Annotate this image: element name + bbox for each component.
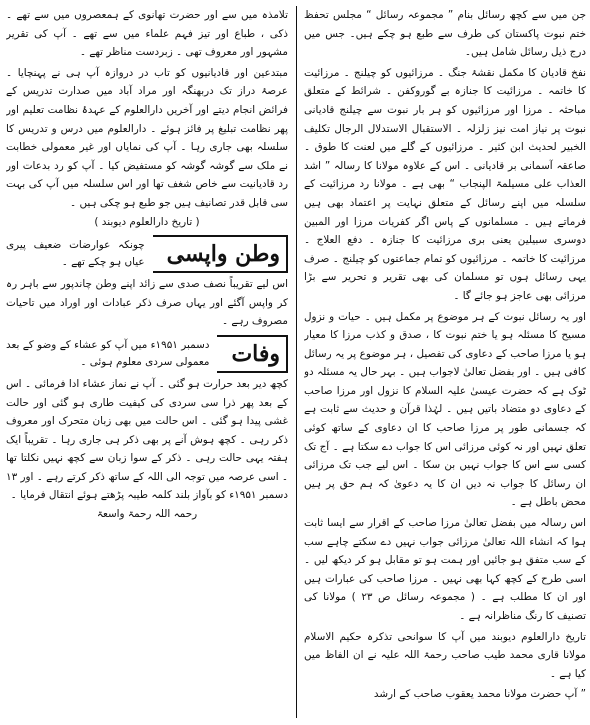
paragraph-career: مبتدعین اور قادیانیوں کو تاب در دروازہ آپ ہی نے پہنچایا ۔ عرصۂ دراز تک دربھنگہ اور مراد آباد میں صدارت تدریس کے فرائض انجام دیتے اور آخریں دارالعلوم کے عہدۂ نظامت تعلیم اور پھر نظامت تبلیغ پر فائز ہوئے ۔ دارالعلوم میں درس و تدریس کا سلسلہ بھی جاری رہا ۔ آپ کی نمایاں اور غیر معمولی خطابت نے ملک سے گوشہ گوشہ کو مستفیض کیا ۔ آپ کو رد بدعات اور رد قادیانیت سے خاص شغف تھا اور اس سلسلہ میں آپ کی بہت سی قابل قدر تصانیف ہیں جو طبع ہو چکی ہیں ۔ [6, 66, 288, 209]
paragraph-rasail-intro: جن میں سے کچھ رسائل بنام ” مجموعہ رسائل “ مجلس تحفظ ختم نبوت پاکستان کی طرف سے طبع ہو چکے ہیں۔ جس میں درج ذیل رسائل شامل ہیں۔ [304, 9, 586, 59]
section-heading-wafat: وفات [217, 335, 288, 373]
closing-prayer: رحمہ اللہ رحمۃ واسعۃ [96, 508, 198, 521]
right-column [304, 6, 586, 718]
paragraph-tareekh-reference: تاریخ دارالعلوم دیوبند میں آپ کا سوانحی تذکرہ حکیم الاسلام مولانا قاری محمد طیب صاحب رحمۃ اللہ علیہ نے ان الفاظ میں کیا ہے ۔ [304, 630, 586, 680]
paragraph-students: تلامذہ میں سے اور حضرت تھانوی کے ہمعصروں میں سے تھے ۔ ذکی ، طباع اور تیز فہم علماء میں سے تھے ۔ آپ کی تقریر مشہور اور معروف تھی ۔ زبردست مناظر تھے ۔ [6, 9, 288, 59]
section-watan-wapsi [6, 235, 288, 273]
section-side-text: دسمبر ۱۹۵۱ء میں آپ کو عشاء کے وضو کے بعد معمولی سردی معلوم ہوئی ۔ [6, 338, 210, 368]
paragraph-watan-wapsi: اس لیے تقریباً نصف صدی سے زائد اپنے وطن چاندپور سے باہر رہ کر واپس آگئے اور یہاں صرف ذکر عبادات اور اوراد میں تاحیات مصروف رہے ۔ [6, 278, 288, 328]
left-column [6, 6, 288, 718]
paragraph-rasail-list: نفخ قادیان کا مکمل نقشۂ جنگ ۔ مرزائیوں کو چیلنج ۔ مرزائیت کا خاتمہ ۔ مرزائیت کا جنازہ بے گوروکفن ۔ شرائط کے متعلق مباحثہ ۔ مرزا اور مرزائیوں کو ہر بار نبوت سے چیلنج قادیانی نبوت پر نیاز امت نیز زلزلہ ۔ الاستقبال الاستدلال الرجال تکلیف الخبیر لحدیث ابن کثیر ۔ مرزائیوں کے گلے میں لعنت کا طوق ۔ صاعقہ آسمانی بر قادیانی ۔ اس کے علاوہ مولانا کا رسالہ ” اشد العذاب علی مسیلمۃ الپنجاب “ بھی ہے ۔ مولانا رد مرزائیت کے سلسلہ میں اپنے رسائل کے متعلق نہایت پر اعتماد بھی ہیں فرماتے ہیں ۔ مسلمانوں کے پاس اگر کفریات مرزا اور المبین دوسری سبیلین یعنی بری مرزائیت کا جنازہ ۔ دفع العلاج ۔ مرزائیت کا خاتمہ ۔ مرزائیوں کو تمام جماعتوں کو چیلنج ۔ صرف یہی رسائل ہوں تو مسلمان کی بھی تقریر و تحریر سے بڑا مرزائی بھی عاجز ہو جائے گا ۔ [304, 66, 586, 302]
paragraph-quote-start: ” آپ حضرت مولانا محمد یعقوب صاحب کے ارشد [373, 688, 586, 701]
citation: ( تاریخ دارالعلوم دیوبند ) [94, 215, 200, 228]
section-heading-watan-wapsi: وطن واپسی [153, 235, 288, 273]
paragraph-rasail-claim: اس رسالہ میں بفضل تعالیٰ مرزا صاحب کے اقرار سے ایسا ثابت ہوا کہ انشاء اللہ تعالیٰ مرزائی جواب نہیں دے سکتے چاہے سب کے سب متفق ہو جائیں اور ہمت ہو تو مقابل ہو کر دیکھ لیں ۔ اسی طرح کے کچھ کہا بھی نہیں ۔ مرزا صاحب کی عبارات ہیں اور ان کا مطلب ہے ۔ ( مجموعہ رسائل ص ۲۳ ) مولانا کی تصنیف کا رنگ مناظرانہ ہے ۔ [304, 517, 586, 622]
section-side-text: چونکہ عوارضات ضعیف پیری عیاں ہو چکے تھے ۔ [6, 239, 145, 269]
column-divider [296, 6, 297, 718]
section-wafat [6, 335, 288, 373]
paragraph-wafat: کچھ دیر بعد حرارت ہو گئی ۔ آپ نے نماز عشاء ادا فرمائی ۔ اس کے بعد پھر ذرا سی سردی کی کیفیت طاری ہو گئی اور حالت غشی پیدا ہو گئی ۔ اس حالت میں بھی زبان متحرک اور معروف ذکر رہی ۔ کچھ ہوش آنے پر بھی ذکر ہی جاری رہا ۔ تقریباً ایک ہفتہ یہی حالت رہی ۔ ذکر کے سوا زبان سے کچھ نہیں نکلتا تھا ۔ اسی عرصہ میں توجہ الی اللہ کے ساتھ ذکر کرتے رہے ۔ اور ۱۳ دسمبر ۱۹۵۱ء کو بآواز بلند کلمہ طیبہ پڑھتے ہوئے انتقال فرمایا ۔ [6, 377, 288, 502]
paragraph-rasail-scope: اور یہ رسائل نبوت کے ہر موضوع پر مکمل ہیں ۔ حیات و نزول مسیح کا مسئلہ ہو یا ختم نبوت کا ، صدق و کذب مرزا کا معیار ہو یا مرزا صاحب کے دعاوی کی تفصیل ، ہر موضوع پر یہ رسائل کافی ہیں ۔ اور بفضل تعالیٰ لاجواب ہیں ۔ بہر حال یہ مسئلہ دو ٹوک ہے کہ حضرت عیسیٰ علیہ السلام کا نزول اور مرزا صاحب کے دعاوی دو متضاد باتیں ہیں ۔ لہٰذا قرآن و حدیث سے ثابت ہے کہ جسمانی طور پر مرزا صاحب کا ان دعاوی کے ساتھ کوئی تعلق نہیں اور نہ کوئی مرزائی اس کا جواب دے سکتا ہے ۔ آج تک کسی سے اس کا جواب نہیں بن سکا ۔ اس لیے جب تک مرزائی ان رسائل کا جواب نہ دیں ان کا یہ دعویٰ کہ ہم حق پر ہیں محض باطل ہے ۔ [304, 310, 586, 509]
